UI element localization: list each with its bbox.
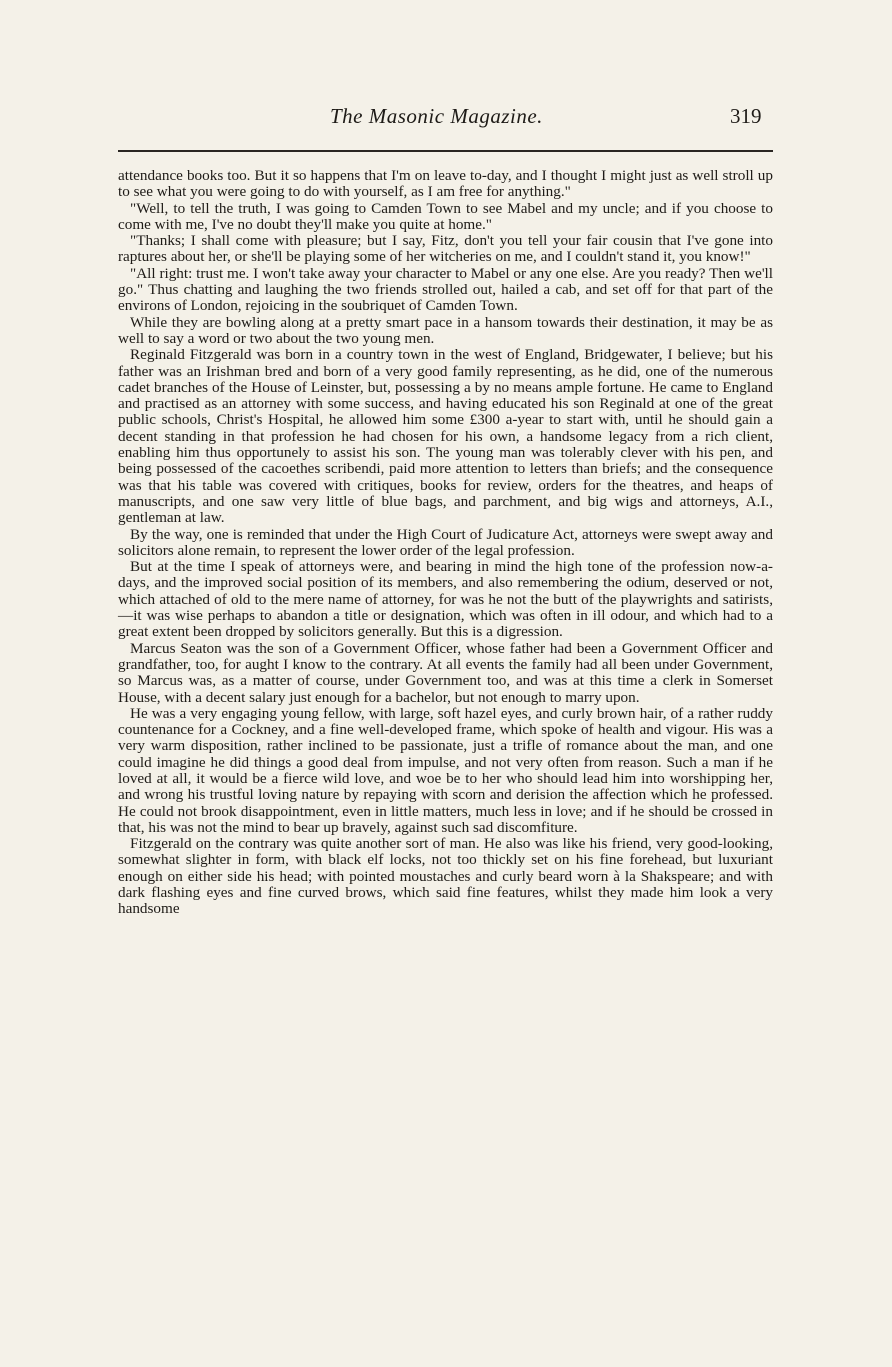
header-rule <box>118 150 773 152</box>
page-number: 319 <box>730 104 762 128</box>
paragraph: Reginald Fitzgerald was born in a country town in the west of England, Bridgewater, I believe; but his father was an Irishman bred and born of a very good family representing, as he did, one of the numerous cadet branches of the House of Leinster, but, possessing a by no means ample fortune. He came to England and practised as an attorney with some success, and having educated his son Reginald at one of the great public schools, Christ's Hospital, he allowed him some £300 a-year to start with, until he should gain a decent standing in that profession he had chosen for his own, a handsome legacy from a rich client, enabling him thus opportunely to assist his son. The young man was tolerably clever with his pen, and being possessed of the cacoethes scribendi, paid more attention to letters than briefs; and the consequence was that his table was covered with critiques, books for review, orders for the theatres, and heaps of manuscripts, and one saw very little of blue bags, and parchment, and big wigs and attorneys, A.I., gentleman at law. <box>118 346 773 527</box>
paragraph: Fitzgerald on the contrary was quite another sort of man. He also was like his friend, very good-looking, somewhat slighter in form, with black elf locks, not too thickly set on his fine forehead, but luxuriant enough on either side his head; with pointed moustaches and curly beard worn à la Shakspeare; and with dark flashing eyes and fine curved brows, which said fine features, whilst they made him look a very handsome <box>118 835 773 918</box>
running-header <box>0 104 892 134</box>
paragraph: By the way, one is reminded that under the High Court of Judicature Act, attorneys were swept away and solicitors alone remain, to represent the lower order of the legal profession. <box>118 525 773 559</box>
paragraph: Marcus Seaton was the son of a Government Officer, whose father had been a Government Officer and grandfather, too, for aught I know to the contrary. At all events the family had all been under Government, so Marcus was, as a matter of course, under Government too, and was at this time a clerk in Somerset House, with a decent salary just enough for a bachelor, but not enough to marry upon. <box>118 639 773 706</box>
paragraph: While they are bowling along at a pretty smart pace in a hansom towards their destination, it may be as well to say a word or two about the two young men. <box>118 313 773 347</box>
paragraph: He was a very engaging young fellow, with large, soft hazel eyes, and curly brown hair, of a rather ruddy countenance for a Cockney, and a fine well-developed frame, which spoke of health and vigour. His was a very warm disposition, rather inclined to be passionate, just a trifle of romance about the man, and one could imagine he did things a good deal from impulse, and not very often from reason. Such a man if he loved at all, it would be a fierce wild love, and woe be to her who should lead him into worshipping her, and wrong his trustful loving nature by repaying with scorn and derision the affection which he professed. He could not brook disappointment, even in little matters, much less in love; and if he should be crossed in that, his was not the mind to bear up bravely, against such sad discomfiture. <box>118 704 773 836</box>
paragraph: attendance books too. But it so happens that I'm on leave to-day, and I thought I might just as well stroll up to see what you were going to do with yourself, as I am free for anything." <box>118 167 773 201</box>
paragraph: "Thanks; I shall come with pleasure; but I say, Fitz, don't you tell your fair cousin that I've gone into raptures about her, or she'll be playing some of her witcheries on me, and I couldn't stand it, you know!" <box>118 232 773 266</box>
paragraph: But at the time I speak of attorneys were, and bearing in mind the high tone of the profession now-a-days, and the improved social position of its members, and also remembering the odium, deserved or not, which attached of old to the mere name of attorney, for was he not the butt of the playwrights and satirists,—it was wise perhaps to abandon a title or designation, which was often in ill odour, and which had to a great extent been dropped by solicitors generally. But this is a digression. <box>118 558 773 641</box>
page-title: The Masonic Magazine. <box>330 104 543 128</box>
paragraph: "All right: trust me. I won't take away your character to Mabel or any one else. Are you ready? Then we'll go." Thus chatting and laughing the two friends strolled out, hailed a cab, and set off for that part of the environs of London, rejoicing in the soubriquet of Camden Town. <box>118 264 773 315</box>
article-body <box>118 168 773 918</box>
paragraph: "Well, to tell the truth, I was going to Camden Town to see Mabel and my uncle; and if you choose to come with me, I've no doubt they'll make you quite at home." <box>118 199 773 233</box>
